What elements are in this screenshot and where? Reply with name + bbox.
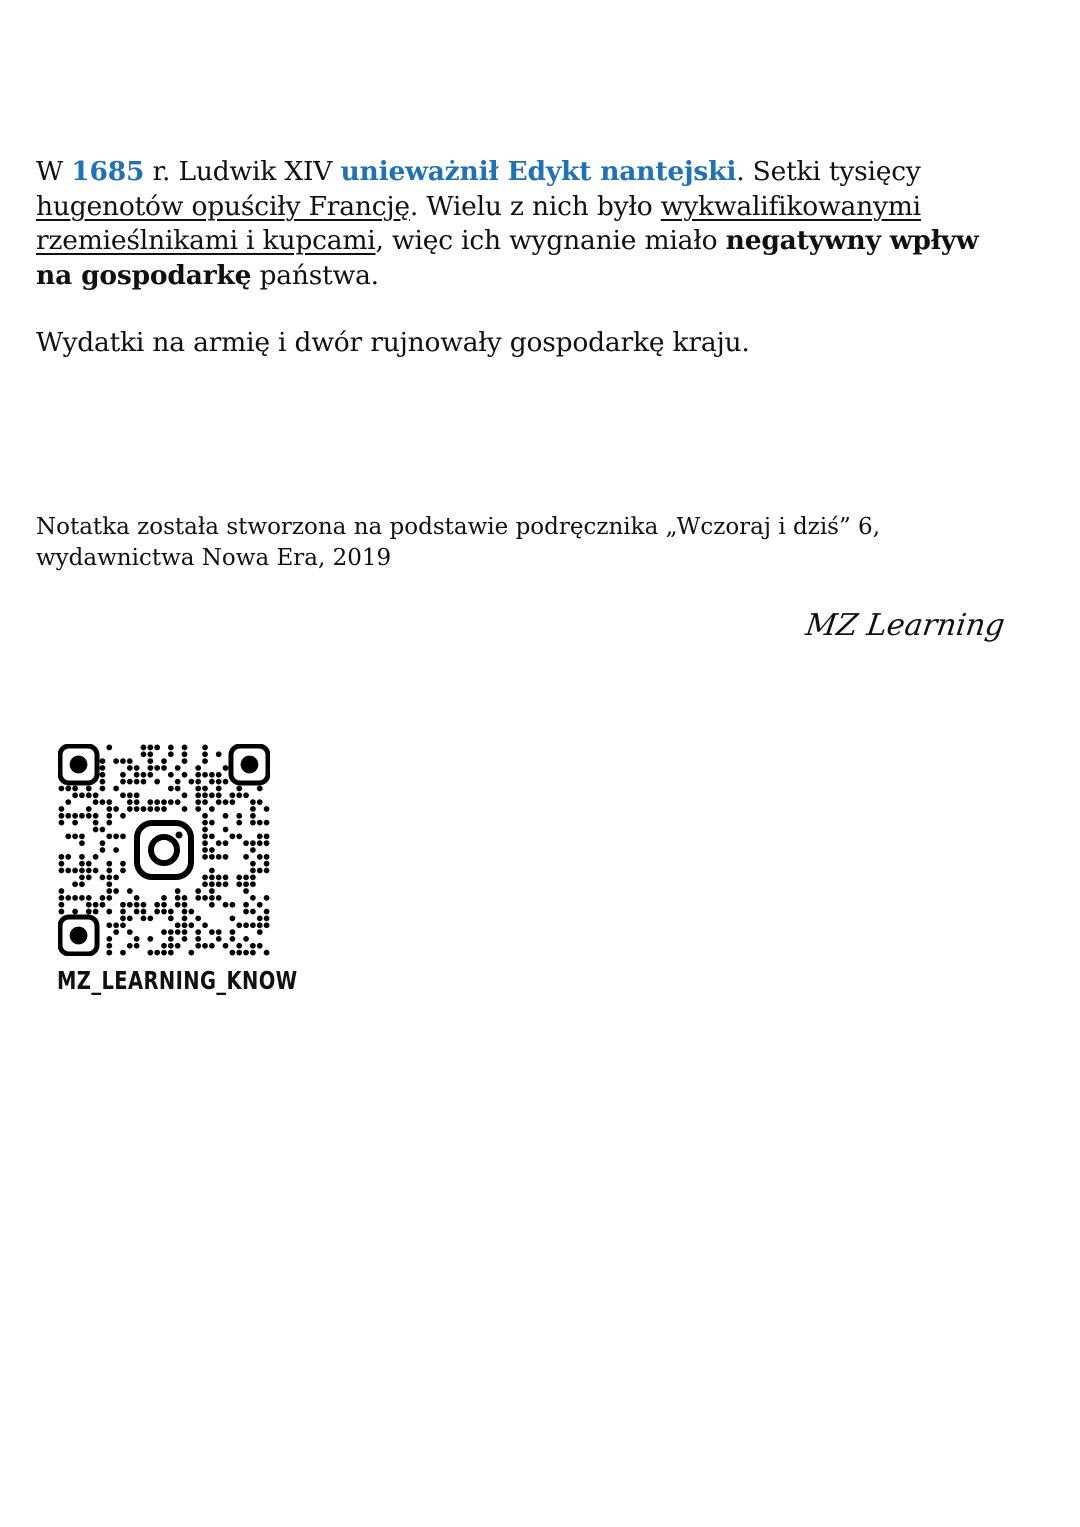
source-line: wydawnictwa Nowa Era, 2019: [36, 545, 392, 571]
line: [36, 224, 1056, 259]
instagram-handle: MZ_LEARNING_KNOW: [57, 966, 298, 995]
instagram-icon: [137, 823, 191, 877]
line: [36, 155, 1056, 190]
bold-text: negatywny wpływ: [725, 225, 979, 256]
line: [36, 259, 1056, 294]
signature: MZ Learning: [803, 608, 1007, 643]
qr-finder-icon: [60, 746, 97, 783]
paragraph-expenses: Wydatki na armię i dwór rujnowały gospodarkę kraju.: [36, 327, 750, 358]
bold-text: na gospodarkę: [36, 259, 252, 291]
edict-highlight: unieważnił Edykt nantejski: [340, 156, 737, 187]
qr-finder-icon: [231, 746, 268, 783]
text: W: [36, 156, 72, 187]
text: . Setki tysięcy: [736, 156, 921, 187]
paragraph-edict: [36, 155, 1056, 293]
text: , więc ich wygnanie miało: [375, 225, 726, 256]
qr-code: [58, 744, 270, 956]
text: r. Ludwik XIV: [144, 156, 341, 187]
line: [36, 190, 1056, 225]
source-note: [36, 512, 880, 574]
year-highlight: 1685: [71, 156, 145, 187]
text: . Wielu z nich było: [409, 190, 661, 222]
underlined-text: hugenotów opuściły Francję: [36, 190, 410, 222]
qr-finder-icon: [60, 917, 97, 954]
underlined-text: wykwalifikowanymi: [660, 190, 921, 222]
source-line: Notatka została stworzona na podstawie podręcznika „Wczoraj i dziś” 6,: [36, 514, 881, 540]
underlined-text: rzemieślnikami i kupcami: [36, 225, 376, 256]
text: państwa.: [251, 259, 379, 291]
